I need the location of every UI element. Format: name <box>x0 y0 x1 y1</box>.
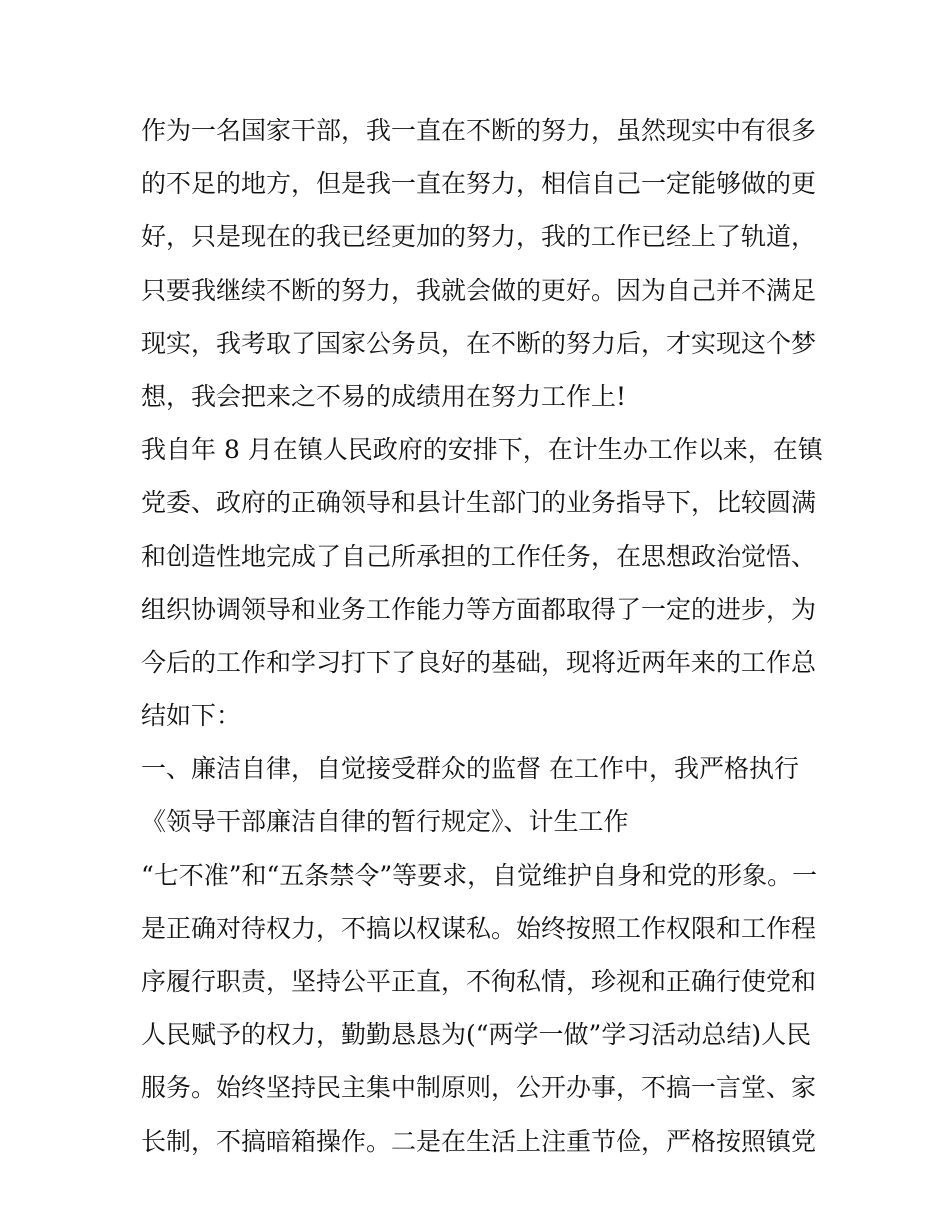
text-line: 作为一名国家干部，我一直在不断的努力，虽然现实中有很多 <box>141 116 817 145</box>
text-line: 组织协调领导和业务工作能力等方面都取得了一定的进步，为 <box>141 594 817 624</box>
text-line: 序履行职责，坚持公平正直，不徇私情，珍视和正确行使党和 <box>141 967 817 996</box>
body-text <box>141 104 821 1168</box>
text-line: 和创造性地完成了自己所承担的工作任务，在思想政治觉悟、 <box>141 541 817 571</box>
text-line: “七不准”和“五条禁令”等要求，自觉维护自身和党的形象。一 <box>141 860 818 890</box>
text-line: 人民赋予的权力，勤勤恳恳为(“两学一做”学习活动总结)人民 <box>141 1020 812 1050</box>
text-line: 是正确对待权力，不搞以权谋私。始终按照工作权限和工作程 <box>141 913 817 943</box>
text-line: 长制，不搞暗箱操作。二是在生活上注重节俭，严格按照镇党 <box>141 1126 817 1156</box>
text-line: 的不足的地方，但是我一直在努力，相信自己一定能够做的更 <box>141 169 817 199</box>
text-line: 《领导干部廉洁自律的暂行规定》、计生工作 <box>141 807 629 837</box>
text-line: 想，我会把来之不易的成绩用在努力工作上! <box>141 381 627 411</box>
text-line: 今后的工作和学习打下了良好的基础，现将近两年来的工作总 <box>141 647 817 677</box>
text-line: 我自年 8 月在镇人民政府的安排下，在计生办工作以来，在镇 <box>141 435 823 465</box>
text-line: 服务。始终坚持民主集中制原则，公开办事，不搞一言堂、家 <box>141 1073 817 1103</box>
text-line: 党委、政府的正确领导和县计生部门的业务指导下，比较圆满 <box>141 488 817 518</box>
text-line: 结如下： <box>141 701 242 731</box>
text-line: 只要我继续不断的努力，我就会做的更好。因为自己并不满足 <box>141 275 817 305</box>
text-line: 好，只是现在的我已经更加的努力，我的工作已经上了轨道， <box>141 222 817 252</box>
section-heading-line: 一、廉洁自律，自觉接受群众的监督 在工作中，我严格执行 <box>141 754 799 784</box>
text-line: 现实，我考取了国家公务员，在不断的努力后，才实现这个梦 <box>141 328 817 358</box>
